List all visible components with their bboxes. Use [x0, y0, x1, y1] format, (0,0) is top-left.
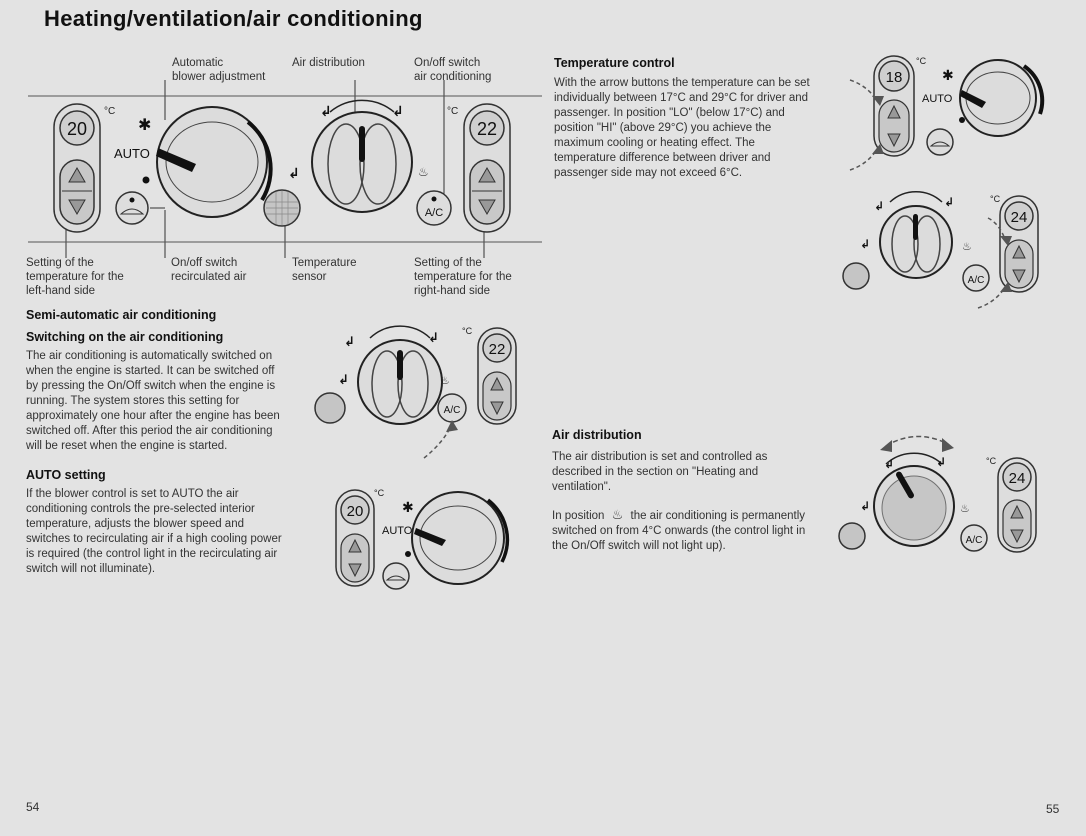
defrost-icon: ♨ — [418, 165, 429, 179]
airflow-feet-icon: ↲ — [860, 499, 871, 513]
auto-label: AUTO — [114, 146, 150, 161]
recirc-button[interactable] — [116, 192, 148, 224]
callout-air-distribution: Air distribution — [292, 57, 365, 69]
airflow-feet-icon: ↲ — [338, 372, 349, 387]
unit-label: °C — [374, 488, 385, 498]
paragraph-switching-on: The air conditioning is automatically switched on when the engine is started. It can be switched off by pressing the On/Off switch when the engine is running. The system stores this setting for approximately one hour after the engine has been switched off. After this period the air conditioning will be reset when the engine is started. — [26, 350, 280, 452]
right-column-top — [554, 56, 816, 181]
unit-label: °C — [916, 56, 927, 66]
figure-auto-setting — [332, 484, 522, 596]
fan-icon: ✱ — [402, 499, 414, 515]
paragraph-air-distribution: The air distribution is set and controlled as described in the section on "Heating and ventilation". — [552, 451, 768, 493]
defrost-icon: ♨ — [960, 503, 970, 515]
fan-icon: ✱ — [942, 67, 954, 83]
figure-temperature-left — [846, 52, 1056, 177]
heading-air-distribution: Air distribution — [552, 428, 642, 442]
right-unit: °C — [447, 106, 459, 117]
callout-left-temp: Setting of the temperature for the left-hand side — [26, 257, 124, 297]
airflow-face-icon: ↲ — [320, 103, 332, 119]
airflow-feet-icon: ↲ — [288, 165, 300, 181]
figure-ac-switch — [312, 322, 522, 472]
fig-temp-value: 18 — [885, 69, 903, 86]
defrost-icon: ♨ — [962, 241, 972, 253]
left-column — [26, 308, 288, 577]
airflow-face-feet-icon: ↲ — [936, 455, 947, 469]
paragraph-defrost-position: In position ♨ the air conditioning is permanently switched on from 4°C onwards (the control light in the On/Off switch will not light up). — [552, 507, 806, 552]
auto-label: AUTO — [382, 525, 413, 537]
heading-semi-auto: Semi-automatic air conditioning — [26, 308, 217, 322]
unit-label: °C — [462, 326, 473, 336]
page-number-left: 54 — [26, 800, 40, 814]
airflow-face-feet-icon: ↲ — [428, 330, 439, 345]
callout-ac-switch: On/off switch air conditioning — [414, 57, 492, 83]
heading-auto-setting: AUTO setting — [26, 468, 106, 482]
airflow-face-icon: ↲ — [884, 457, 895, 471]
defrost-icon: ♨ — [611, 507, 624, 522]
airflow-face-feet-icon: ↲ — [392, 103, 404, 119]
fig-temp-value: 22 — [488, 341, 506, 358]
unit-label: °C — [990, 194, 1001, 204]
right-column-bottom — [552, 428, 814, 554]
heading-switching-on: Switching on the air conditioning — [26, 330, 224, 344]
temperature-sensor — [839, 523, 865, 549]
page-title: Heating/ventilation/air conditioning — [44, 6, 423, 31]
callout-auto-blower: Automatic blower adjustment — [172, 57, 266, 83]
fig-temp-value: 24 — [1010, 209, 1028, 226]
fig-temp-value: 24 — [1008, 470, 1026, 487]
ac-label: A/C — [424, 207, 444, 219]
heading-temperature-control: Temperature control — [554, 56, 675, 70]
fig-temp-value: 20 — [346, 503, 364, 520]
airflow-feet-icon: ↲ — [860, 237, 871, 251]
ac-label: A/C — [967, 275, 985, 286]
page-number-right: 55 — [1046, 802, 1060, 816]
right-temp-value: 22 — [476, 119, 498, 139]
defrost-icon: ♨ — [440, 375, 450, 387]
left-temp-value: 20 — [66, 119, 88, 139]
airflow-face-feet-icon: ↲ — [944, 195, 955, 209]
fan-icon: ✱ — [138, 117, 152, 134]
callout-temp-sensor: Temperature sensor — [292, 257, 357, 283]
temperature-sensor — [843, 263, 869, 289]
ac-label: A/C — [443, 405, 461, 416]
paragraph-temperature-control: With the arrow buttons the temperature can be set individually between 17°C and 29°C for driver and passenger. In position "LO" (below 17°C) and position "HI" (above 29°C) you achieve the maximum cooling or heating effect. The temperature difference between driver and passenger side may not exceed 6°C. — [554, 77, 810, 179]
unit-label: °C — [986, 456, 997, 466]
left-unit: °C — [104, 106, 116, 117]
callout-right-temp: Setting of the temperature for the right-hand side — [414, 257, 512, 297]
callout-recirc: On/off switch recirculated air — [171, 257, 247, 283]
airflow-face-icon: ↲ — [874, 199, 885, 213]
figure-air-distribution — [836, 430, 1046, 560]
airflow-face-icon: ↲ — [344, 334, 355, 349]
control-panel-diagram — [0, 80, 545, 260]
figure-temperature-right — [840, 190, 1050, 315]
auto-label: AUTO — [922, 93, 953, 105]
paragraph-auto-setting: If the blower control is set to AUTO the air conditioning controls the pre-selected interior temperature, adjusts the blower speed and switches to recirculating air if a high cooling power is required (the control light in the recirculating air switch will not illuminate). — [26, 488, 282, 575]
temperature-sensor — [315, 393, 345, 423]
ac-label: A/C — [965, 535, 983, 546]
